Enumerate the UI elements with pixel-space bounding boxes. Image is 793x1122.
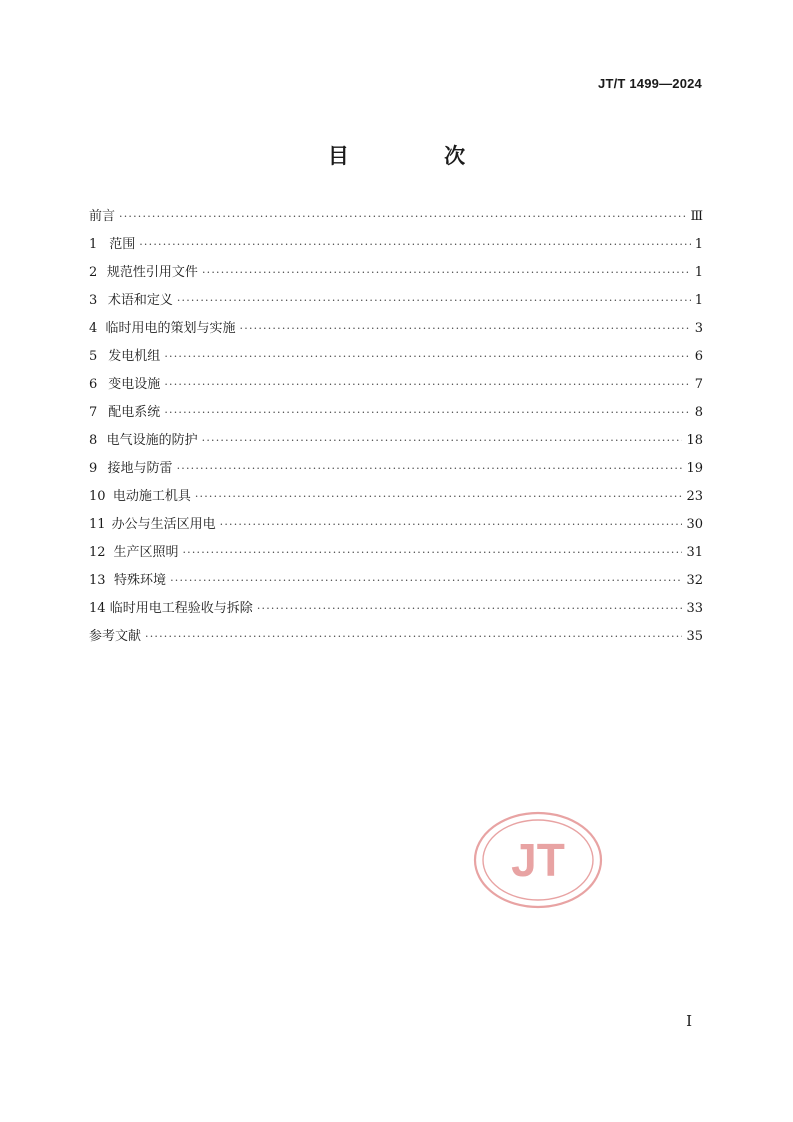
- toc-entry-number: 10: [89, 489, 106, 504]
- toc-entry[interactable]: [89, 287, 703, 315]
- toc-entry-title: 临时用电工程验收与拆除: [109, 601, 253, 616]
- toc-entry-page: 31: [686, 545, 703, 560]
- toc-entry[interactable]: [89, 567, 703, 595]
- dot-leader: [182, 539, 682, 567]
- toc-entry-title: 配电系统: [108, 405, 161, 420]
- toc-entry[interactable]: [89, 455, 703, 483]
- toc-entry-number: 11: [89, 517, 106, 532]
- toc-entry-page: 8: [694, 405, 703, 420]
- toc-entry-title: 接地与防雷: [107, 461, 173, 476]
- toc-entry-page: 30: [686, 517, 703, 532]
- toc-entry-number: 3: [89, 293, 98, 308]
- toc-entry[interactable]: [89, 483, 703, 511]
- toc-entry-title: 变电设施: [108, 377, 161, 392]
- toc-entry[interactable]: [89, 231, 703, 259]
- toc-entry-title: 办公与生活区用电: [111, 517, 216, 532]
- toc-entry-title: 生产区照明: [113, 545, 179, 560]
- toc-entry[interactable]: [89, 511, 703, 539]
- toc-entry-number: 1: [89, 237, 98, 252]
- toc-entry[interactable]: [89, 343, 703, 371]
- toc-entry-number: 9: [89, 461, 98, 476]
- toc-entry-page: 32: [686, 573, 703, 588]
- dot-leader: [240, 315, 691, 343]
- toc-entry[interactable]: [89, 315, 703, 343]
- dot-leader: [170, 567, 682, 595]
- toc-entry[interactable]: [89, 595, 703, 623]
- dot-leader: [195, 483, 683, 511]
- dot-leader: [177, 287, 691, 315]
- toc-entry-page: 33: [686, 601, 703, 616]
- dot-leader: [164, 399, 690, 427]
- toc-entry-page: 35: [686, 629, 703, 644]
- toc-entry-page: 19: [686, 461, 703, 476]
- dot-leader: [164, 343, 690, 371]
- toc-entry-page: Ⅲ: [690, 209, 703, 224]
- toc-entry-title: 电动施工机具: [112, 489, 191, 504]
- jt-seal-watermark: [472, 810, 604, 910]
- toc-entry-title: 电气设施的防护: [106, 433, 198, 448]
- toc-entry-number: 5: [89, 349, 98, 364]
- toc-entry-page: 18: [686, 433, 703, 448]
- dot-leader: [164, 371, 690, 399]
- toc-entry-number: 13: [89, 573, 106, 588]
- toc-entry[interactable]: [89, 427, 703, 455]
- toc-entry[interactable]: [89, 259, 703, 287]
- toc-entry[interactable]: [89, 623, 703, 651]
- toc-entry-title: 术语和定义: [107, 293, 173, 308]
- toc-entry-number: 2: [89, 265, 98, 280]
- dot-leader: [220, 511, 683, 539]
- dot-leader: [177, 455, 683, 483]
- toc-entry-title: 范围: [109, 237, 136, 252]
- toc-entry-page: 1: [694, 293, 703, 308]
- dot-leader: [202, 259, 691, 287]
- toc-entry-title: 前言: [89, 209, 116, 224]
- toc-entry-title: 参考文献: [89, 629, 142, 644]
- toc-entry-title: 规范性引用文件: [106, 265, 198, 280]
- toc-entry-number: 8: [89, 433, 98, 448]
- dot-leader: [202, 427, 683, 455]
- toc-entry[interactable]: [89, 399, 703, 427]
- toc-entry-title: 发电机组: [108, 349, 161, 364]
- seal-text: JT: [511, 834, 565, 886]
- dot-leader: [145, 623, 682, 651]
- page-number: I: [686, 1012, 692, 1030]
- toc-entry[interactable]: [89, 371, 703, 399]
- toc-entry-number: 12: [89, 545, 106, 560]
- standard-code: JT/T 1499—2024: [598, 76, 702, 91]
- toc-title: 目 次: [327, 144, 510, 168]
- toc-entry-page: 7: [694, 377, 703, 392]
- dot-leader: [139, 231, 690, 259]
- dot-leader: [119, 203, 686, 231]
- toc-entry-page: 1: [694, 265, 703, 280]
- toc-entry-number: 7: [89, 405, 98, 420]
- toc-entry-number: 4: [89, 321, 98, 336]
- dot-leader: [257, 595, 683, 623]
- toc-entry-title: 临时用电的策划与实施: [105, 321, 236, 336]
- toc-entry-number: 14: [89, 601, 106, 616]
- toc-entry-number: 6: [89, 377, 98, 392]
- toc-entry-page: 6: [694, 349, 703, 364]
- toc-entry[interactable]: [89, 539, 703, 567]
- toc-entry-title: 特殊环境: [114, 573, 167, 588]
- toc-entry-page: 1: [694, 237, 703, 252]
- toc-entry-page: 3: [694, 321, 703, 336]
- toc-entry[interactable]: [89, 203, 703, 231]
- toc-entry-page: 23: [686, 489, 703, 504]
- toc-list: [89, 203, 703, 651]
